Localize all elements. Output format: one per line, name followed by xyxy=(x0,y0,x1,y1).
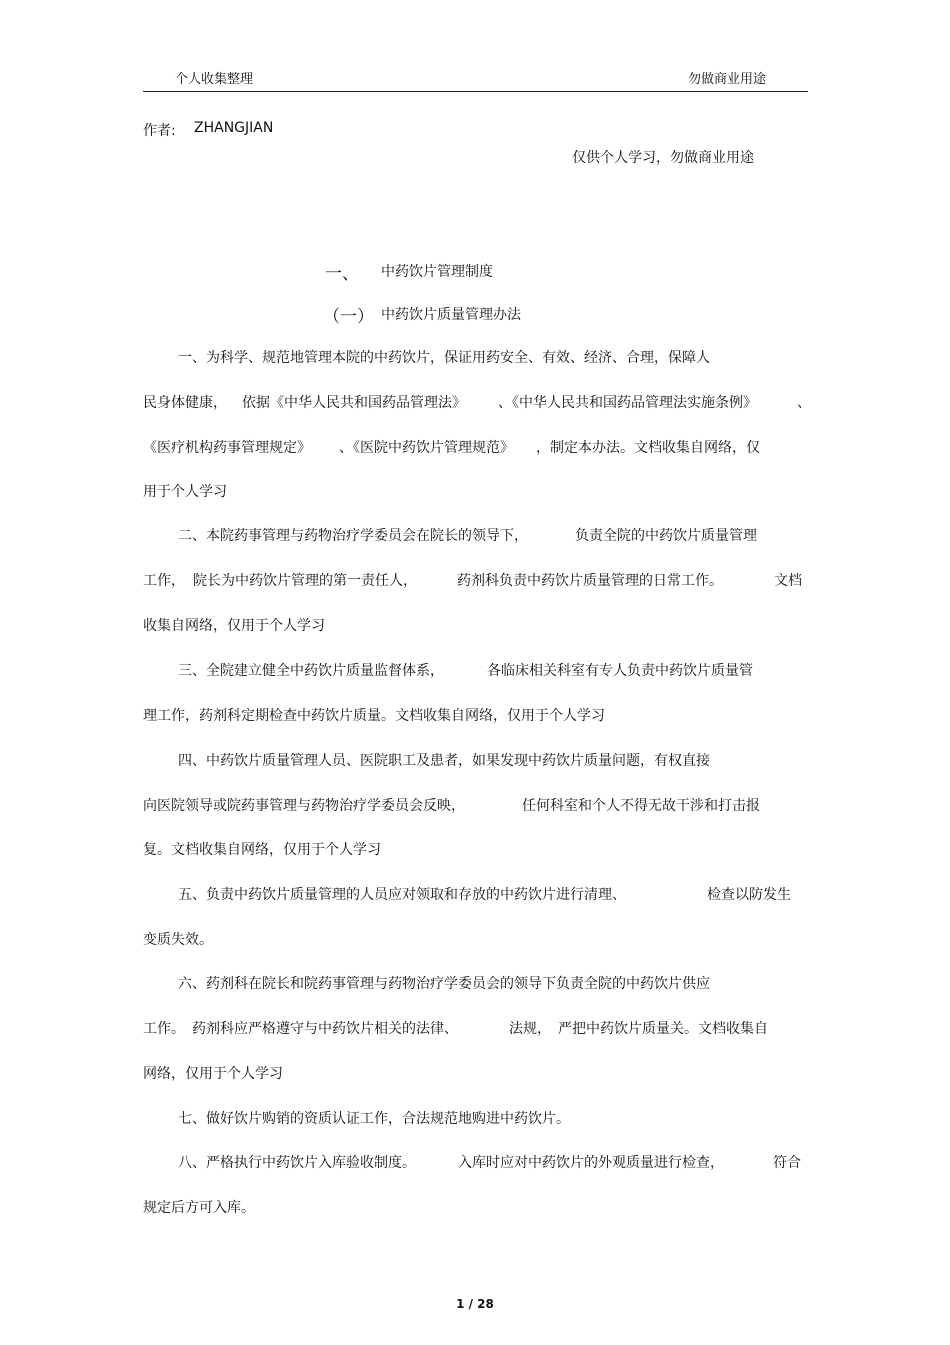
para-5-line: 检查以防发生 xyxy=(707,887,791,903)
para-2-line: 药剂科负责中药饮片质量管理的日常工作。 xyxy=(457,573,723,589)
author-name: ZHANGJIAN xyxy=(194,120,274,136)
para-6-line: 严把中药饮片质量关。文档收集自 xyxy=(558,1021,768,1037)
para-8-line: 规定后方可入库。 xyxy=(143,1200,255,1216)
para-6-line: 法规， xyxy=(509,1021,551,1037)
subsection-title: 中药饮片质量管理办法 xyxy=(381,307,521,323)
para-1-line: ，制定本办法。文档收集自网络，仅 xyxy=(536,440,760,456)
para-5-line: 五、负责中药饮片质量管理的人员应对领取和存放的中药饮片进行清理、 xyxy=(178,887,626,903)
para-1-line: 《医疗机构药事管理规定》 xyxy=(143,440,311,456)
para-2-line: 收集自网络，仅用于个人学习 xyxy=(143,618,325,634)
para-8-line: 入库时应对中药饮片的外观质量进行检查， xyxy=(458,1155,724,1171)
para-2-line: 文档 xyxy=(774,573,802,589)
header-right: 勿做商业用途 xyxy=(688,72,767,87)
para-2-line: 二、本院药事管理与药物治疗学委员会在院长的领导下， xyxy=(178,528,528,544)
para-4-line: 四、中药饮片质量管理人员、医院职工及患者，如果发现中药饮片质量问题，有权直接 xyxy=(178,753,710,769)
para-6-line: 工作。 xyxy=(143,1021,185,1037)
para-4-line: 复。文档收集自网络，仅用于个人学习 xyxy=(143,842,381,858)
para-8-line: 符合 xyxy=(773,1155,801,1171)
para-1-line: 民身体健康， xyxy=(143,395,227,411)
para-6-line: 药剂科应严格遵守与中药饮片相关的法律、 xyxy=(192,1021,458,1037)
para-1-line: 、 xyxy=(797,395,811,411)
section-number: 一、 xyxy=(325,264,359,284)
para-7-line: 七、做好饮片购销的资质认证工作，合法规范地购进中药饮片。 xyxy=(178,1111,570,1127)
para-2-line: 负责全院的中药饮片质量管理 xyxy=(575,528,757,544)
para-2-line: 工作， xyxy=(143,573,185,589)
para-1-line: 依据《中华人民共和国药品管理法》 xyxy=(242,395,466,411)
author-label: 作者: xyxy=(143,123,176,139)
header-rule xyxy=(143,91,808,92)
para-1-line: 一、为科学、规范地管理本院的中药饮片，保证用药安全、有效、经济、合理，保障人 xyxy=(178,350,710,366)
para-6-line: 网络，仅用于个人学习 xyxy=(143,1066,283,1082)
para-1-line: 、《中华人民共和国药品管理法实施条例》 xyxy=(498,395,757,411)
para-2-line: 院长为中药饮片管理的第一责任人， xyxy=(193,573,417,589)
para-3-line: 各临床相关科室有专人负责中药饮片质量管 xyxy=(487,663,753,679)
section-title: 中药饮片管理制度 xyxy=(381,264,493,280)
usage-notice: 仅供个人学习，勿做商业用途 xyxy=(572,150,754,166)
page-number: 1 / 28 xyxy=(456,1297,494,1311)
para-1-line: 、《医院中药饮片管理规范》 xyxy=(339,440,514,456)
subsection-number: （一） xyxy=(323,307,374,327)
para-8-line: 八、严格执行中药饮片入库验收制度。 xyxy=(178,1155,416,1171)
para-4-line: 向医院领导或院药事管理与药物治疗学委员会反映， xyxy=(143,798,465,814)
para-3-line: 三、全院建立健全中药饮片质量监督体系， xyxy=(178,663,444,679)
header-left: 个人收集整理 xyxy=(175,72,254,87)
para-3-line: 理工作，药剂科定期检查中药饮片质量。文档收集自网络，仅用于个人学习 xyxy=(143,708,605,724)
para-1-line: 用于个人学习 xyxy=(143,484,227,500)
para-6-line: 六、药剂科在院长和院药事管理与药物治疗学委员会的领导下负责全院的中药饮片供应 xyxy=(178,976,710,992)
para-4-line: 任何科室和个人不得无故干涉和打击报 xyxy=(522,798,760,814)
para-5-line: 变质失效。 xyxy=(143,932,213,948)
